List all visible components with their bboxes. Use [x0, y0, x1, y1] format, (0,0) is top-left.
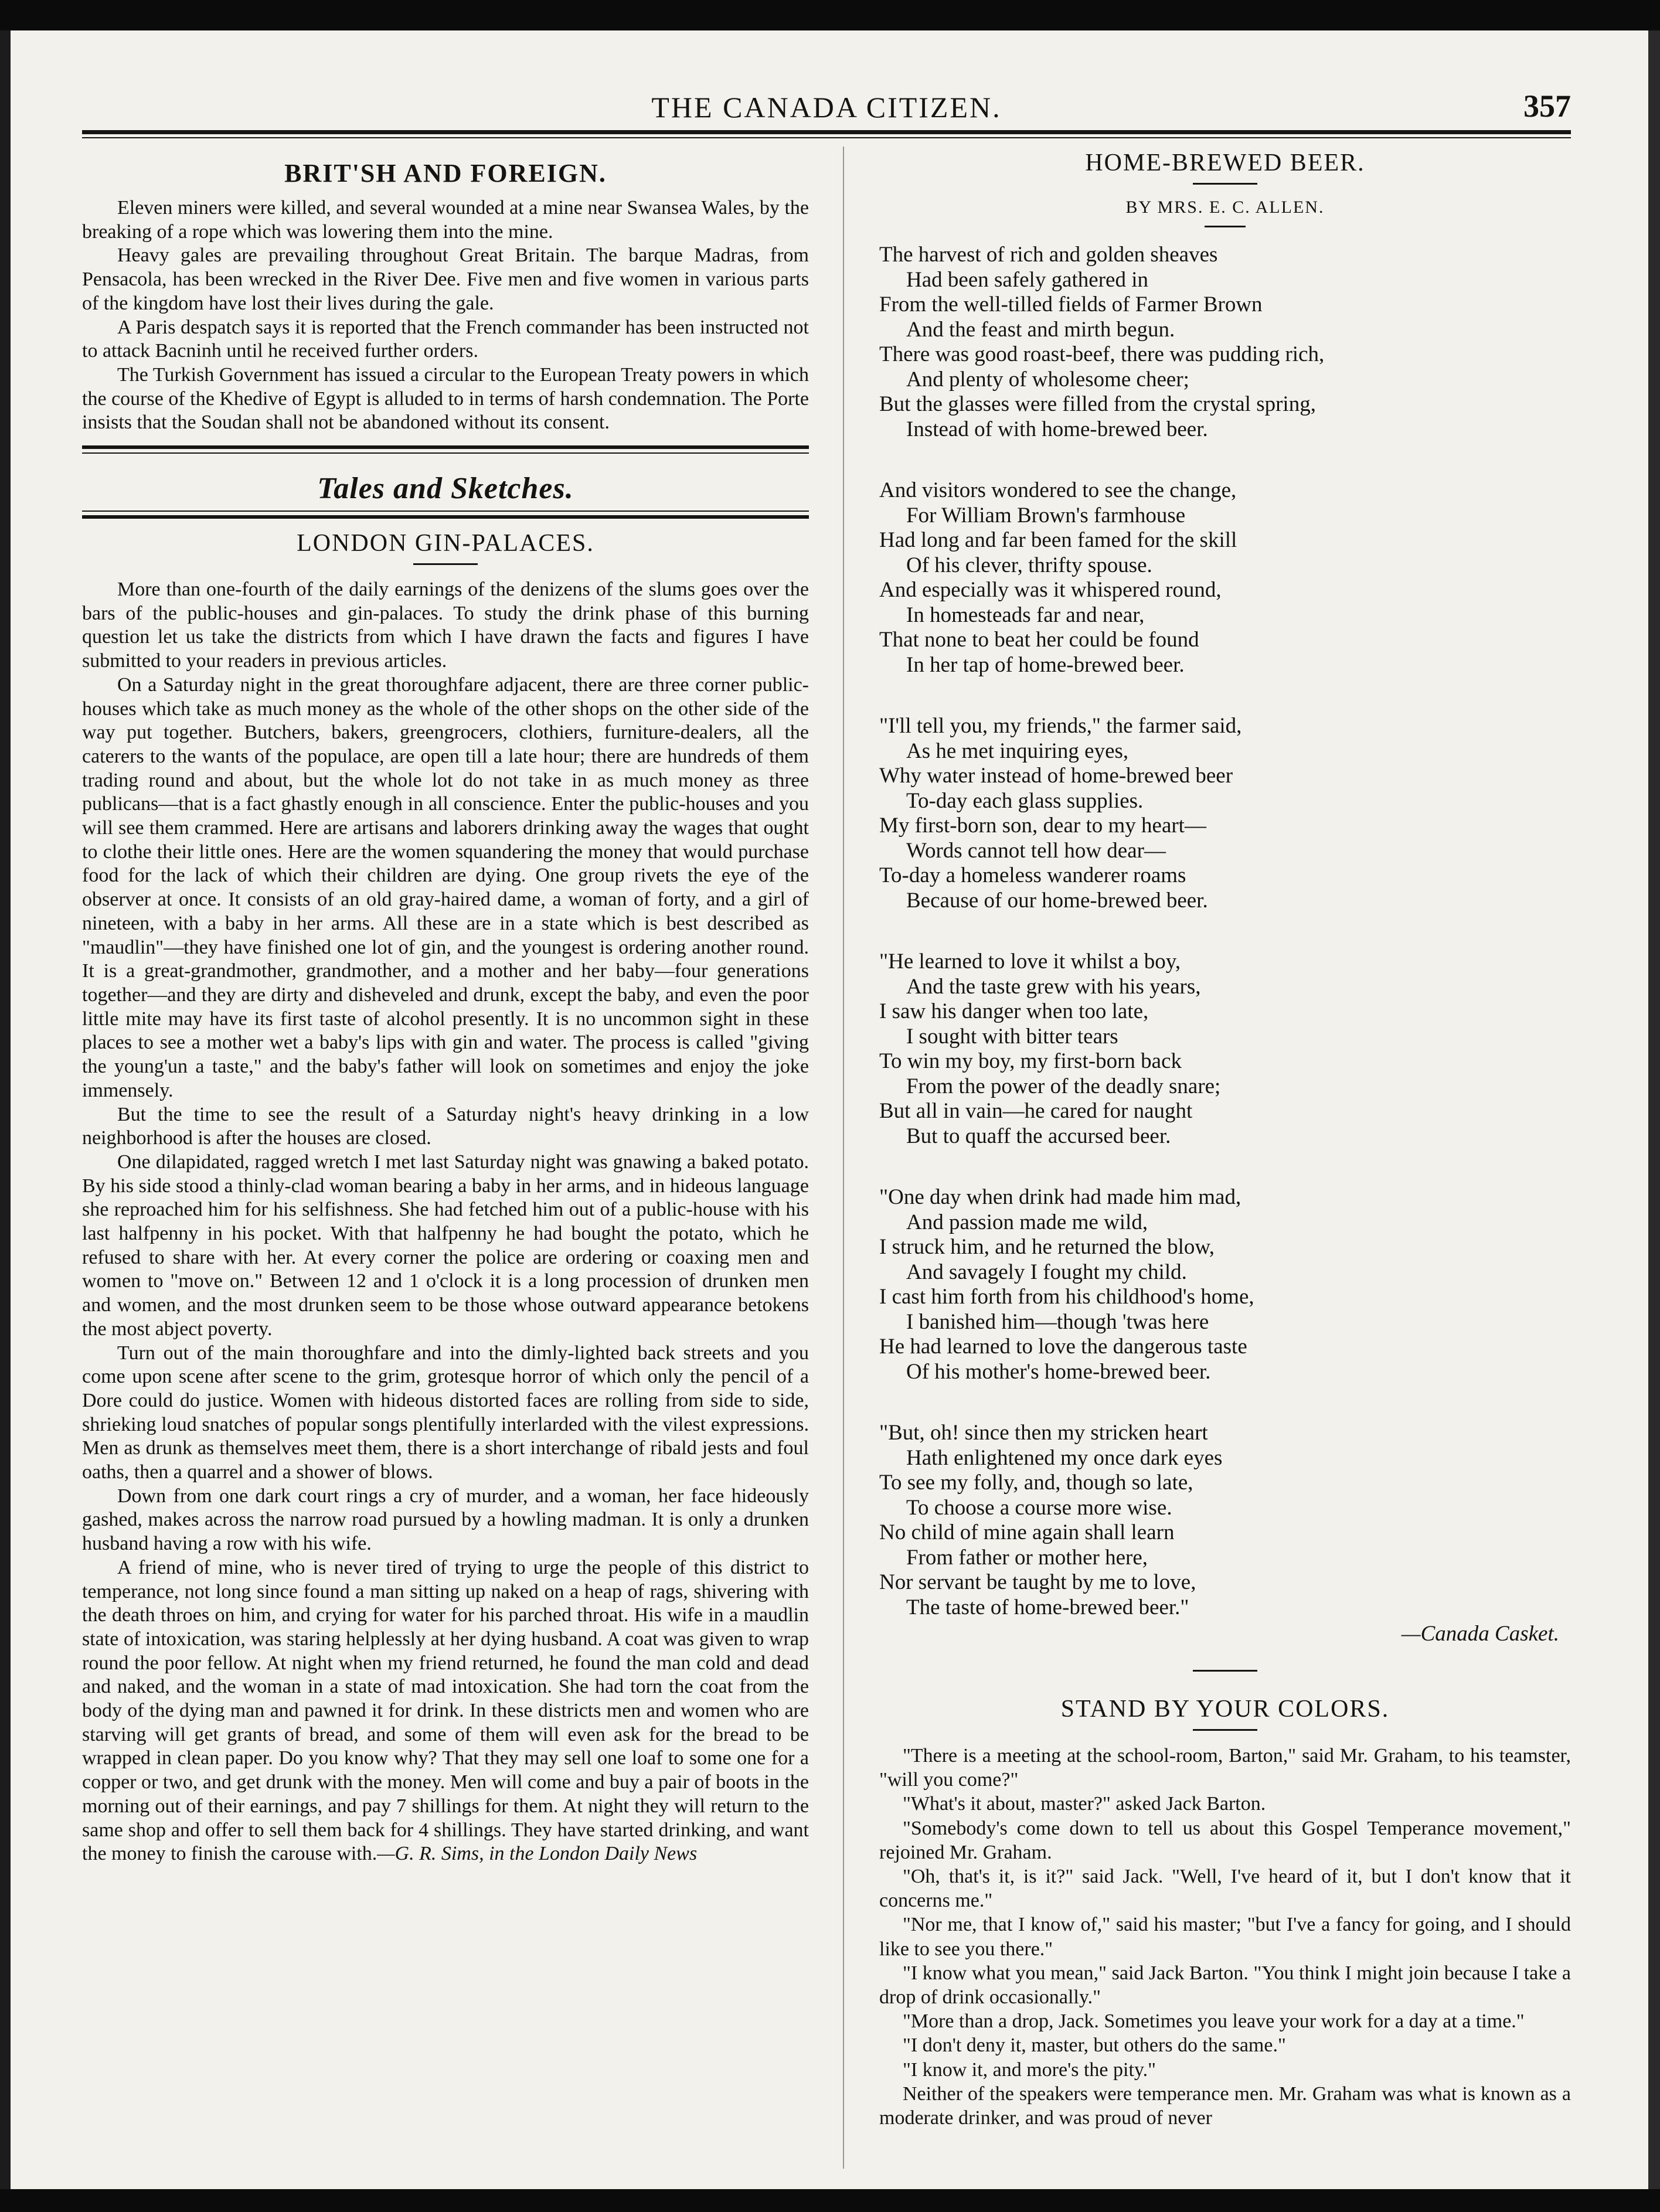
verse-line: The taste of home-brewed beer." — [906, 1595, 1189, 1619]
section-divider — [82, 511, 809, 519]
verse-line: For William Brown's farmhouse — [906, 503, 1186, 528]
story-paragraph: "I don't deny it, master, but others do the same." — [903, 2034, 1286, 2057]
header-rule — [82, 130, 1571, 134]
scan-border-left — [0, 30, 11, 2189]
header-rule-thin — [82, 137, 1571, 138]
verse-line: I cast him forth from his childhood's home, — [879, 1285, 1254, 1309]
verse-line: To choose a course more wise. — [906, 1495, 1172, 1520]
news-paragraph: The Turkish Government has issued a circular to the European Treaty powers in which the course of the Khedive of Egypt is alluded to in terms of harsh condemnation. The Porte insists that the Soudan shall not be abandoned without its consent. — [82, 363, 809, 434]
article-paragraph: Down from one dark court rings a cry of murder, and a woman, her face hideously gashed, makes across the narrow road pursued by a howling madman. It is only a drunken husband having a row with his wife. — [82, 1485, 809, 1555]
section-divider — [82, 445, 809, 454]
verse-line: Because of our home-brewed beer. — [906, 888, 1208, 913]
verse-line: From father or mother here, — [906, 1545, 1148, 1570]
verse-line: I saw his danger when too late, — [879, 999, 1149, 1023]
verse-line: From the well-tilled fields of Farmer Brown — [879, 292, 1263, 317]
story-paragraph: "I know what you mean," said Jack Barton. "You think I might join because I take a drop of drink occasionally." — [879, 1962, 1571, 2009]
poem-stanza — [879, 1421, 1571, 1646]
verse-line: That none to beat her could be found — [879, 628, 1199, 652]
story-paragraph: "Oh, that's it, is it?" said Jack. "Well, I've heard of it, but I don't know that it concerns me." — [879, 1866, 1571, 1912]
column-divider — [843, 147, 844, 2169]
story-paragraph: "There is a meeting at the school-room, Barton," said Mr. Graham, to his teamster, "will you come?" — [879, 1745, 1571, 1791]
british-foreign-heading: BRIT'SH AND FOREIGN. — [284, 159, 607, 188]
verse-line: He had learned to love the dangerous taste — [879, 1335, 1247, 1359]
verse-line: And the feast and mirth begun. — [906, 317, 1175, 342]
poem-title: HOME-BREWED BEER. — [1085, 149, 1365, 176]
verse-line: But the glasses were filled from the crystal spring, — [879, 392, 1316, 416]
article-credit: —G. R. Sims, in the London Daily News — [377, 1843, 698, 1865]
title-rule — [1193, 183, 1257, 185]
scan-border-top — [0, 0, 1660, 30]
article-paragraph-text: A friend of mine, who is never tired of trying to urge the people of this district to temperance, not long since found a man sitting up naked on a heap of rags, shivering with the death throes on him, and crying for water for his parched throat. His wife in a maudlin state of intoxication, was staring helplessly at her dying husband. A coat was given to wrap round the poor fellow. At night when my friend returned, he found the man cold and dead and naked, and the woman in a state of mad intoxication. She had torn the coat from the body of the dying man and pawned it for drink. In these districts men and women who are starving will get grants of bread, and some of them will even ask for the bread to be wrapped in clean paper. Do you know why? That they may sell one loaf to some one for a copper or two, and get drunk with the money. Men will come and buy a pair of boots in the morning out of their earnings, and pay 7 shillings for them. At night they will return to the same shop and offer to sell them back for 4 shillings. They have started drinking, and want the money to finish the carouse with. — [82, 1556, 809, 1865]
verse-line: Had long and far been famed for the skill — [879, 528, 1237, 552]
story-paragraph: "Somebody's come down to tell us about this Gospel Temperance movement," rejoined Mr. Graham. — [879, 1817, 1571, 1863]
story-paragraph: "I know it, and more's the pity." — [903, 2058, 1156, 2081]
verse-line: I sought with bitter tears — [906, 1024, 1118, 1049]
scan-border-bottom — [0, 2189, 1660, 2212]
verse-line: In homesteads far and near, — [906, 603, 1145, 627]
verse-line: I banished him—though 'twas here — [906, 1309, 1209, 1334]
verse-line: Of his mother's home-brewed beer. — [906, 1359, 1211, 1384]
verse-line: Why water instead of home-brewed beer — [879, 764, 1233, 788]
verse-line: "One day when drink had made him mad, — [879, 1185, 1241, 1209]
article-paragraph: On a Saturday night in the great thoroughfare adjacent, there are three corner public-houses which take as much money as the whole of the other shops on the other side of the way put together. Butchers, bakers, greengrocers, clothiers, furniture-dealers, all the caterers to the wants of the populace, are open till a late hour; there are hundreds of them trading round and about, but the whole lot do not take in as much money as three publicans—that is a fact ghastly enough in all conscience. Enter the public-houses and you will see them crammed. Here are artisans and laborers drinking away the wages that ought to clothe their little ones. Here are the women squandering the money that would purchase food for the lack of which their children are dying. One group rivets the eye of the observer at once. It consists of an old gray-haired dame, a woman of forty, and a girl of nineteen, with a baby in her arms. All these are in a state which is best described as "maudlin"—they have finished one lot of gin, and the youngest is ordering another round. It is a great-grandmother, grandmother, and a mother and her baby—four generations together—and they are dirty and disheveled and drunk, except the baby, and even the poor little mite may have its first taste of alcohol presently. It is no uncommon sight in these places to see a mother wet a baby's lips with gin and water. The process is called "giving the young'un a taste," and the baby's father will look on sometimes and enjoy the joke immensely. — [82, 673, 809, 1101]
article-paragraph — [82, 1556, 809, 1866]
verse-line: I struck him, and he returned the blow, — [879, 1235, 1215, 1259]
story-paragraph: "More than a drop, Jack. Sometimes you leave your work for a day at a time." — [903, 2010, 1525, 2033]
news-paragraph: Heavy gales are prevailing throughout Great Britain. The barque Madras, from Pensacola, has been wrecked in the River Dee. Five men and five women in various parts of the kingdom have lost their lives during the gale. — [82, 244, 809, 314]
stand-colors-title: STAND BY YOUR COLORS. — [1060, 1696, 1390, 1723]
article-paragraph: One dilapidated, ragged wretch I met last Saturday night was gnawing a baked potato. By his side stood a thinly-clad woman bearing a baby in her arms, and in hideous language she reproached him for his selfishness. She had fetched him out of a public-house with his last halfpenny in his pocket. With that halfpenny he had bought the potato, which he refused to share with her. At every corner the police are ordering or coaxing men and women to "move on." Between 12 and 1 o'clock it is a long procession of drunken men and women, and the most drunken seem to be those whose outward appearance betokens the most abject poverty. — [82, 1151, 809, 1340]
article-paragraph: But the time to see the result of a Saturday night's heavy drinking in a low neighborhood is after the houses are closed. — [82, 1103, 809, 1149]
scan-border-right — [1648, 30, 1660, 2189]
verse-line: To-day each glass supplies. — [906, 788, 1144, 813]
right-column — [879, 147, 1571, 2130]
verse-line: The harvest of rich and golden sheaves — [879, 243, 1218, 267]
verse-line: Of his clever, thrifty spouse. — [906, 553, 1152, 577]
byline-rule — [1205, 226, 1246, 227]
verse-line: In her tap of home-brewed beer. — [906, 652, 1185, 677]
poem-stanza — [879, 1185, 1571, 1384]
verse-line: To win my boy, my first-born back — [879, 1049, 1182, 1073]
article-paragraph: Turn out of the main thoroughfare and into the dimly-lighted back streets and you come upon scene after scene to the grim, grotesque horror of which only the pencil of a Dore could do justice. Women with hideous distorted faces are rolling from side to side, shrieking loud snatches of popular songs plentifully interlarded with the vilest expressions. Men as drunk as themselves meet them, there is a short interchange of ribald jests and foul oaths, then a quarrel and a shower of blows. — [82, 1342, 809, 1483]
gin-palaces-title: LONDON GIN-PALACES. — [297, 530, 594, 557]
verse-line: But all in vain—he cared for naught — [879, 1099, 1193, 1123]
verse-line: Instead of with home-brewed beer. — [906, 417, 1208, 441]
verse-line: And especially was it whispered round, — [879, 578, 1222, 602]
verse-line: And passion made me wild, — [906, 1210, 1148, 1234]
verse-line: Nor servant be taught by me to love, — [879, 1570, 1196, 1594]
verse-line: Hath enlightened my once dark eyes — [906, 1445, 1223, 1470]
verse-line: No child of mine again shall learn — [879, 1520, 1175, 1544]
verse-line: But to quaff the accursed beer. — [906, 1124, 1171, 1148]
story-paragraph: Neither of the speakers were temperance men. Mr. Graham was what is known as a moderate drinker, and was proud of never — [879, 2082, 1571, 2129]
poem-attribution: —Canada Casket. — [1401, 1622, 1559, 1646]
verse-line: Had been safely gathered in — [906, 267, 1148, 292]
poem-stanza — [879, 714, 1571, 913]
verse-line: "But, oh! since then my stricken heart — [879, 1421, 1208, 1445]
verse-line: My first-born son, dear to my heart— — [879, 814, 1206, 838]
poem-byline: BY MRS. E. C. ALLEN. — [1125, 198, 1325, 217]
verse-line: From the power of the deadly snare; — [906, 1074, 1221, 1098]
verse-line: And savagely I fought my child. — [906, 1260, 1187, 1284]
story-paragraph: "Nor me, that I know of," said his master; "but I've a fancy for going, and I should like to see you there." — [879, 1914, 1571, 1960]
poem-stanza — [879, 950, 1571, 1149]
verse-line: Words cannot tell how dear— — [906, 838, 1166, 863]
tales-sketches-heading: Tales and Sketches. — [317, 472, 574, 506]
poem-stanza — [879, 243, 1571, 442]
poem-stanza — [879, 478, 1571, 678]
title-rule — [1193, 1729, 1257, 1731]
verse-line: To see my folly, and, though so late, — [879, 1471, 1193, 1495]
news-paragraph: A Paris despatch says it is reported that the French commander has been instructed not to attack Bacninh until he received further orders. — [82, 316, 809, 362]
verse-line: And visitors wondered to see the change, — [879, 478, 1237, 502]
left-column — [82, 147, 809, 1866]
verse-line: As he met inquiring eyes, — [906, 739, 1129, 763]
page-number: 357 — [1523, 89, 1571, 124]
article-paragraph: More than one-fourth of the daily earnings of the denizens of the slums goes over the bars of the public-houses and gin-palaces. To study the drink phase of this burning question let us take the districts from which I have drawn the facts and figures I have submitted to your readers in previous articles. — [82, 578, 809, 672]
verse-line: And the taste grew with his years, — [906, 974, 1201, 999]
story-paragraph: "What's it about, master?" asked Jack Barton. — [903, 1793, 1266, 1815]
publication-title: THE CANADA CITIZEN. — [651, 91, 1002, 124]
title-rule — [413, 563, 478, 565]
verse-line: And plenty of wholesome cheer; — [906, 367, 1189, 392]
separator-rule — [1193, 1670, 1257, 1672]
verse-line: "I'll tell you, my friends," the farmer said, — [879, 714, 1242, 738]
running-head — [82, 88, 1571, 129]
verse-line: To-day a homeless wanderer roams — [879, 863, 1186, 887]
verse-line: "He learned to love it whilst a boy, — [879, 950, 1181, 974]
verse-line: There was good roast-beef, there was pudding rich, — [879, 342, 1325, 366]
news-paragraph: Eleven miners were killed, and several wounded at a mine near Swansea Wales, by the breaking of a rope which was lowering them into the mine. — [82, 197, 809, 243]
